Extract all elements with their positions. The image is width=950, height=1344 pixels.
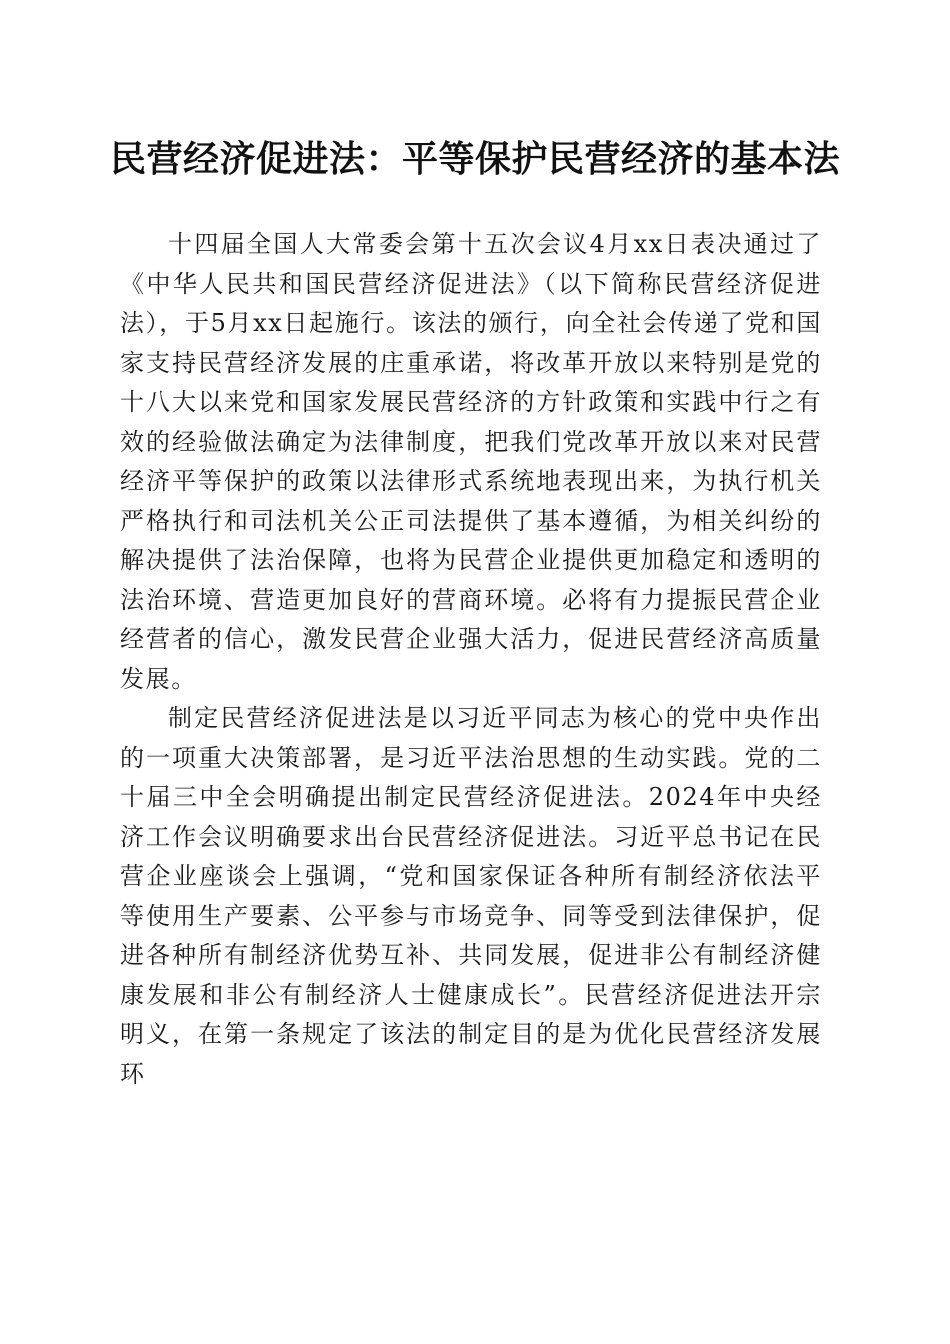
body-paragraph-2: 制定民营经济促进法是以习近平同志为核心的党中央作出的一项重大决策部署，是习近平法治思想的生动实践。党的二十届三中全会明确提出制定民营经济促进法。2024年中央经济工作会议明确要求出台民营经济促进法。习近平总书记在民营企业座谈会上强调，“党和国家保证各种所有制经济依法平等使用生产要素、公平参与市场竞争、同等受到法律保护，促进各种所有制经济优势互补、共同发展，促进非公有制经济健康发展和非公有制经济人士健康成长”。民营经济促进法开宗明义，在第一条规定了该法的制定目的是为优化民营经济发展环 [120,704,822,1088]
document-title: 民营经济促进法：平等保护民营经济的基本法 [109,138,840,180]
body-paragraph-1: 十四届全国人大常委会第十五次会议4月xx日表决通过了《中华人民共和国民营经济促进法》（以下简称民营经济促进法），于5月xx日起施行。该法的颁行，向全社会传递了党和国家支持民营经济发展的庄重承诺，将改革开放以来特别是党的十八大以来党和国家发展民营经济的方针政策和实践中行之有效的经验做法确定为法律制度，把我们党改革开放以来对民营经济平等保护的政策以法律形式系统地表现出来，为执行机关严格执行和司法机关公正司法提供了基本遵循，为相关纠纷的解决提供了法治保障，也将为民营企业提供更加稳定和透明的法治环境、营造更加良好的营商环境。必将有力提振民营企业经营者的信心，激发民营企业强大活力，促进民营经济高质量发展。 [120,230,822,693]
document-body [120,225,822,1094]
